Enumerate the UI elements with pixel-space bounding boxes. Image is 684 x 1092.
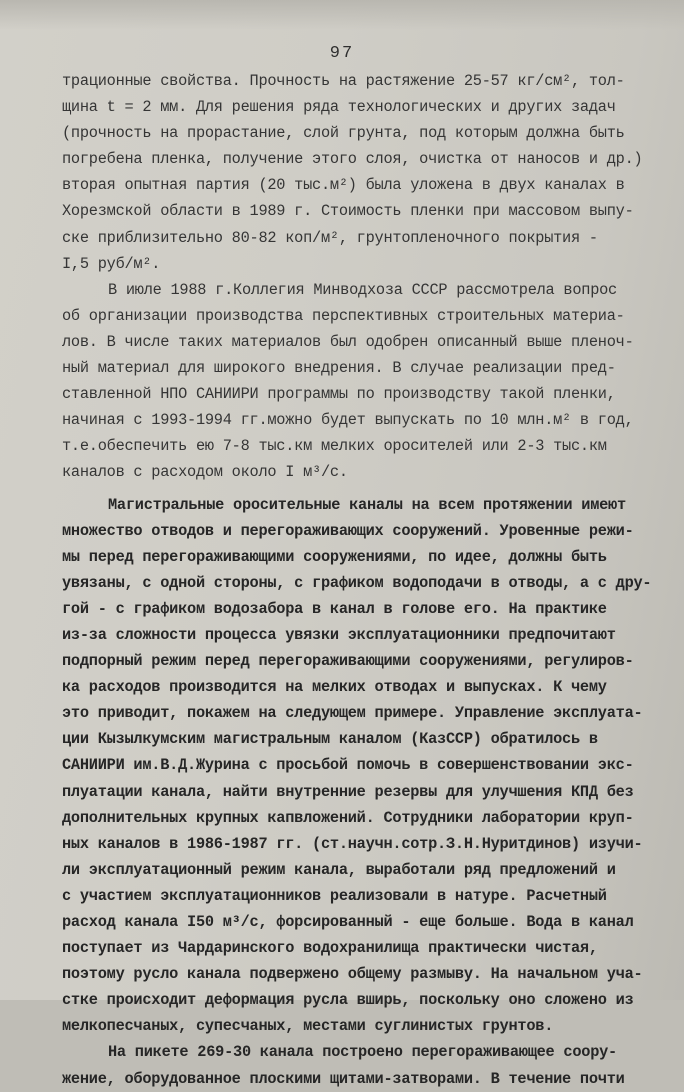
- text-line: I,5 руб/м².: [62, 254, 161, 273]
- text-line: Хорезмской области в 1989 г. Стоимость пленки при массовом выпу-: [62, 202, 634, 221]
- text-line: стке происходит деформация русла вширь, поскольку оно сложено из: [62, 991, 634, 1010]
- text-line: жение, оборудованное плоскими щитами-затворами. В течение почти: [62, 1069, 625, 1088]
- text-line: Магистральные оросительные каналы на всем протяжении имеют: [108, 495, 626, 514]
- text-line: это приводит, покажем на следующем примере. Управление эксплуата-: [62, 704, 643, 723]
- text-line: поэтому русло канала подвержено общему размыву. На начальном уча-: [62, 965, 643, 984]
- text-line: ный материал для широкого внедрения. В случае реализации пред-: [62, 359, 616, 378]
- text-line: мелкопесчаных, супесчаных, местами суглинистых грунтов.: [62, 1017, 554, 1036]
- text-line: увязаны, с одной стороны, с графиком водоподачи в отводы, а с дру-: [62, 573, 652, 592]
- text-line: т.е.обеспечить ею 7-8 тыс.км мелких оросителей или 2-3 тыс.км: [62, 437, 607, 456]
- text-line: расход канала I50 м³/с, форсированный - еще больше. Вода в канал: [62, 913, 634, 931]
- text-line: гой - с графиком водозабора в канал в голове его. На практике: [62, 599, 607, 618]
- text-line: На пикете 269-30 канала построено перегораживающее соору-: [108, 1043, 617, 1062]
- text-line: подпорный режим перед перегораживающими сооружениями, регулиров-: [62, 652, 634, 671]
- text-line: дополнительных крупных капвложений. Сотрудники лаборатории круп-: [62, 808, 634, 827]
- text-line: САНИИРИ им.В.Д.Журина с просьбой помочь в совершенствовании экс-: [62, 756, 634, 775]
- text-line: ных каналов в 1986-1987 гг. (ст.научн.сотр.З.Н.Нуритдинов) изучи-: [62, 834, 643, 853]
- text-line: вторая опытная партия (20 тыс.м²) была уложена в двух каналах в: [62, 176, 625, 195]
- text-line: ции Кызылкумским магистральным каналом (КазССР) обратилось в: [62, 730, 598, 749]
- text-line: из-за сложности процесса увязки эксплуатационники предпочитают: [62, 625, 616, 644]
- text-line: лов. В числе таких материалов был одобрен описанный выше пленоч-: [62, 332, 634, 351]
- text-line: каналов с расходом около I м³/с.: [62, 463, 348, 482]
- text-line: ли эксплуатационный режим канала, выработали ряд предложений и: [62, 860, 616, 879]
- text-line: погребена пленка, получение этого слоя, очистка от наносов и др.): [62, 150, 643, 169]
- text-line: с участием эксплуатационников реализовали в натуре. Расчетный: [62, 886, 607, 905]
- text-line: щина t = 2 мм. Для решения ряда технологических и других задач: [62, 98, 616, 117]
- text-line: трационные свойства. Прочность на растяжение 25-57 кг/см², тол-: [62, 72, 625, 90]
- body-text: [62, 68, 652, 1092]
- text-line: ске приблизительно 80-82 коп/м², грунтопленочного покрытия -: [62, 228, 598, 247]
- text-line: В июле 1988 г.Коллегия Минводхоза СССР рассмотрела вопрос: [108, 280, 617, 299]
- text-line: ка расходов производится на мелких отводах и выпусках. К чему: [62, 678, 607, 697]
- text-line: поступает из Чардаринского водохранилища практически чистая,: [62, 939, 598, 958]
- text-line: об организации производства перспективных строительных материа-: [62, 306, 625, 325]
- text-line: плуатации канала, найти внутренние резервы для улучшения КПД без: [62, 782, 634, 801]
- page-edge-shadow: [0, 0, 684, 30]
- text-line: мы перед перегораживающими сооружениями, по идее, должны быть: [62, 547, 607, 566]
- text-line: множество отводов и перегораживающих сооружений. Уровенные режи-: [62, 521, 634, 540]
- text-line: ставленной НПО САНИИРИ программы по производству такой пленки,: [62, 385, 616, 404]
- text-line: (прочность на прорастание, слой грунта, под которым должна быть: [62, 124, 625, 143]
- page-number: 97: [329, 44, 355, 63]
- text-line: начиная с 1993-1994 гг.можно будет выпускать по 10 млн.м² в год,: [62, 411, 634, 430]
